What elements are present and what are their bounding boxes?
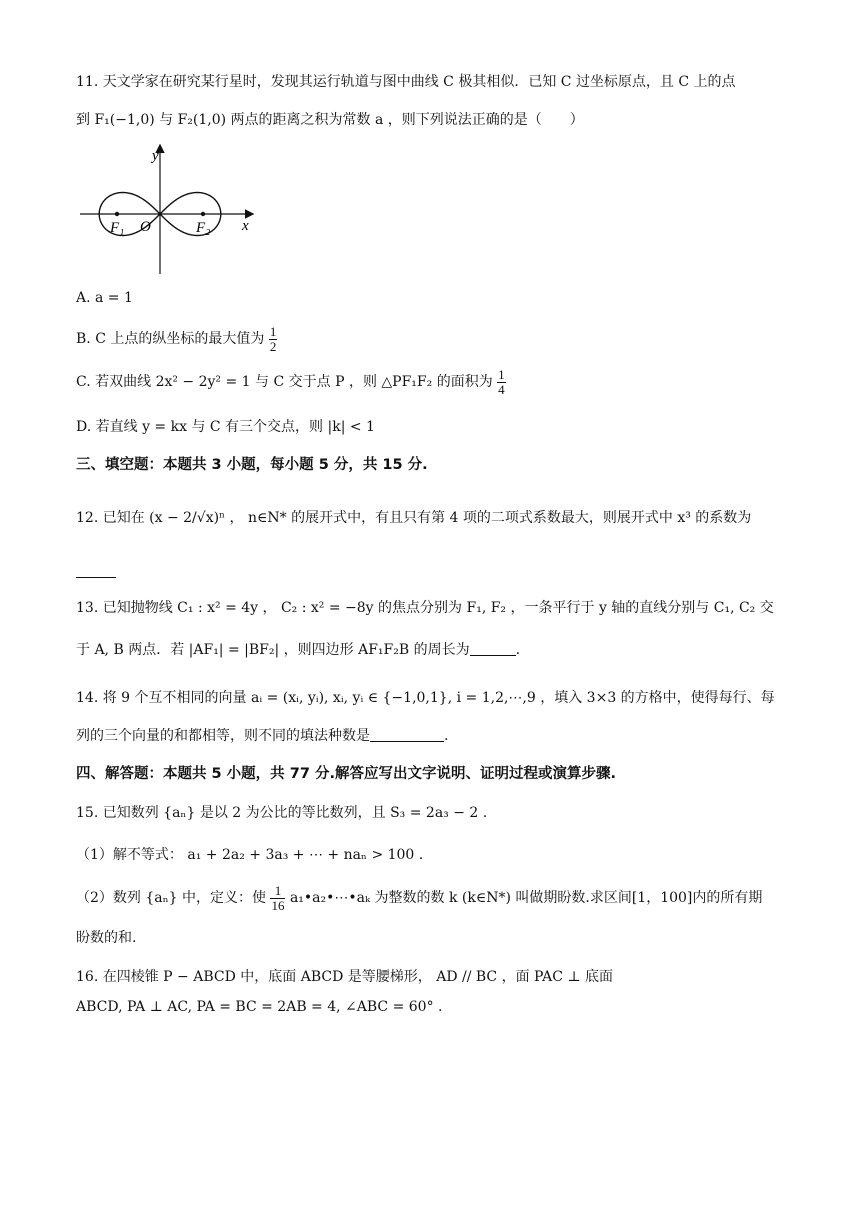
q14-stem-line2	[76, 726, 788, 746]
q11-stem-line1: 11. 天文学家在研究某行星时，发现其运行轨道与图中曲线 C 极其相似．已知 C 过坐标原点，且 C 上的点	[76, 74, 736, 90]
q11-option-b-fraction	[269, 325, 278, 354]
fraction-numerator: 1	[498, 366, 505, 382]
q11-option-a: A. a = 1	[76, 290, 133, 306]
f2-label: F₂	[196, 220, 211, 236]
q11-option-d: D. 若直线 y = kx 与 C 有三个交点，则 |k| < 1	[76, 419, 375, 435]
q15-part2-pre: （2）数列 {aₙ} 中，定义：使	[76, 890, 267, 906]
origin-label: O	[140, 219, 151, 235]
section-3-heading: 三、填空题：本题共 3 小题，每小题 5 分，共 15 分.	[76, 457, 428, 473]
f1-point	[115, 212, 119, 216]
q15-part2-line2: 盼数的和.	[76, 930, 137, 946]
fraction-denominator: 4	[498, 381, 505, 397]
q13-stem-line2-end: .	[515, 642, 521, 658]
fraction-numerator: 1	[269, 323, 277, 339]
q12-stem-line1: 12. 已知在 (x − 2/√x)ⁿ ， n∈N* 的展开式中，有且只有第 4 项的二项式系数最大，则展开式中 x³ 的系数为	[76, 510, 752, 526]
q11-option-c	[76, 366, 788, 398]
x-axis-label: x	[242, 218, 249, 234]
section-4-heading: 四、解答题：本题共 5 小题，共 77 分.解答应写出文字说明、证明过程或演算步骤.	[76, 766, 616, 782]
q14-stem-line2-end: .	[444, 728, 449, 744]
q11-option-c-text: C. 若双曲线 2x² − 2y² = 1 与 C 交于点 P ，则 △PF₁F₂ 的面积为	[76, 374, 493, 390]
q16-stem-line1: 16. 在四棱锥 P − ABCD 中，底面 ABCD 是等腰梯形， AD // BC ，面 PAC ⊥ 底面	[76, 969, 614, 985]
q13-stem-line2	[76, 640, 788, 660]
fraction-denominator: 16	[271, 897, 285, 913]
q12-answer-line	[76, 562, 788, 582]
q14-answer-blank[interactable]	[370, 727, 444, 742]
q15-part1: （1）解不等式： a₁ + 2a₂ + 3a₃ + ⋯ + naₙ > 100 .	[76, 847, 424, 863]
q14-stem-line1: 14. 将 9 个互不相同的向量 aᵢ = (xᵢ, yᵢ), xᵢ, yᵢ ∈ {−1,0,1}, i = 1,2,⋯,9 ，填入 3×3 的方格中，使得每行、每	[76, 690, 775, 706]
f2-point	[201, 212, 205, 216]
q15-stem: 15. 已知数列 {aₙ} 是以 2 为公比的等比数列，且 S₃ = 2a₃ − 2 .	[76, 805, 488, 821]
q12-answer-blank[interactable]	[76, 563, 116, 578]
q11-option-b	[76, 324, 788, 354]
q15-part2-post: a₁•a₂•⋯•aₖ 为整数的数 k (k∈N*) 叫做期盼数.求区间[1，100]内的所有期	[289, 890, 763, 906]
q11-option-c-fraction	[497, 368, 506, 397]
q15-part2-fraction	[270, 884, 285, 913]
q13-answer-blank[interactable]	[470, 641, 516, 656]
q14-stem-line2-text: 列的三个向量的和都相等，则不同的填法种数是	[76, 728, 370, 744]
f1-label: F₁	[110, 220, 125, 236]
q11-stem-line2: 到 F₁(−1,0) 与 F₂(1,0) 两点的距离之积为常数 a ，则下列说法正确的是（ ）	[76, 112, 584, 128]
q13-stem-line1: 13. 已知抛物线 C₁ : x² = 4y ， C₂ : x² = −8y 的焦点分别为 F₁, F₂ ，一条平行于 y 轴的直线分别与 C₁, C₂ 交	[76, 600, 774, 616]
q15-part2	[76, 880, 788, 916]
fraction-numerator: 1	[270, 884, 285, 899]
q16-stem-line2: ABCD, PA ⊥ AC, PA = BC = 2AB = 4, ∠ABC = 60° .	[76, 999, 443, 1015]
q11-option-b-text: B. C 上点的纵坐标的最大值为	[76, 331, 265, 347]
q13-stem-line2-text: 于 A, B 两点．若 |AF₁| = |BF₂| ，则四边形 AF₁F₂B 的周长为	[76, 642, 470, 658]
fraction-denominator: 2	[269, 338, 277, 354]
lemniscate-figure	[76, 140, 266, 276]
y-axis-label: y	[152, 148, 159, 164]
